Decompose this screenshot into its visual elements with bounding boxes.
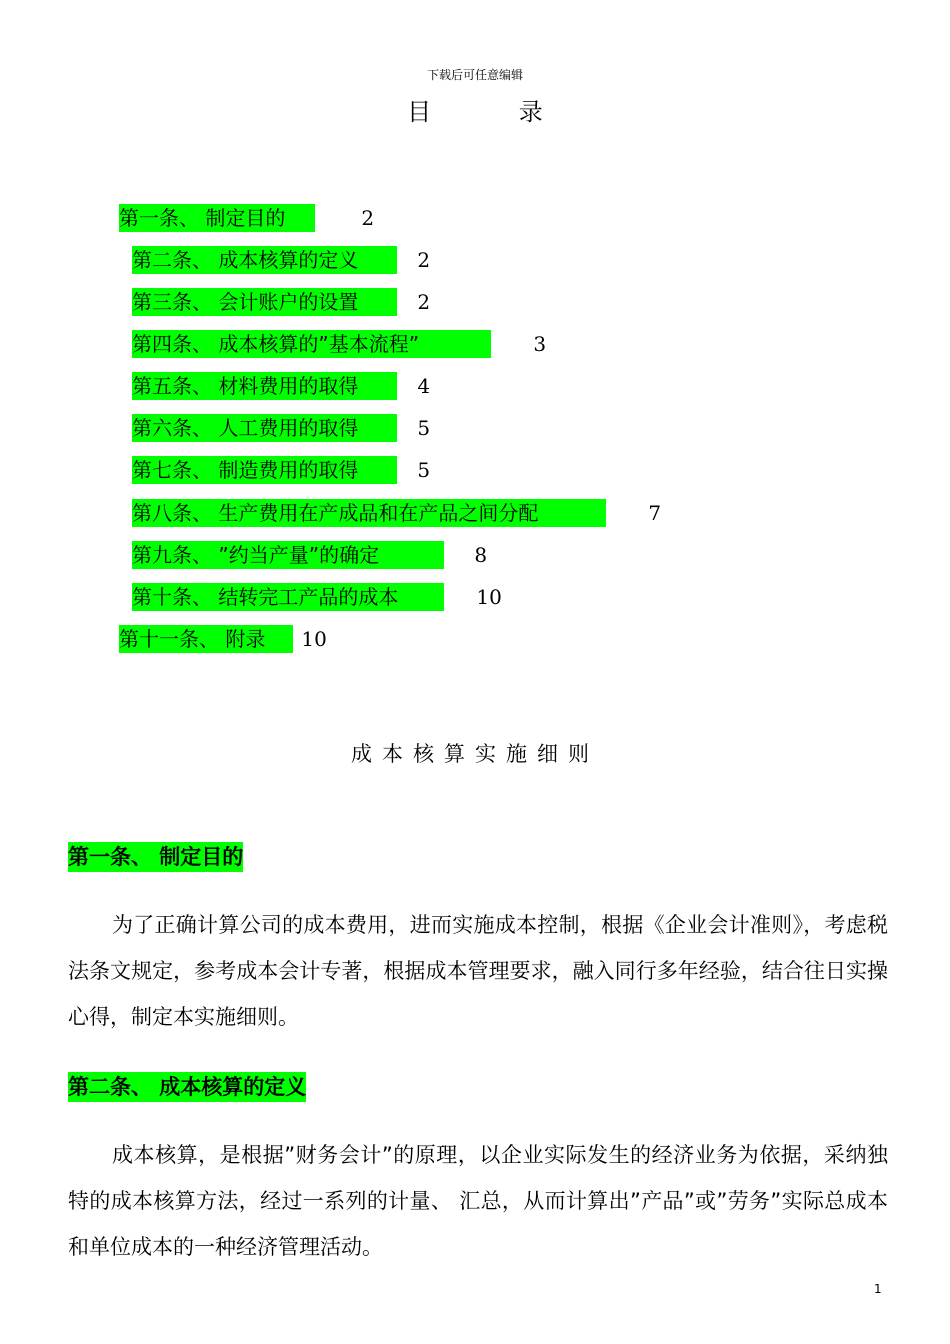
toc-item-page: 4 — [417, 374, 431, 398]
header-note: 下载后可任意编辑 — [426, 68, 523, 82]
toc-item[interactable] — [132, 583, 502, 611]
toc-item[interactable] — [119, 625, 327, 653]
toc-item[interactable] — [132, 541, 487, 569]
toc-item-page: 8 — [474, 543, 488, 567]
section-body — [68, 902, 888, 1040]
toc-item[interactable] — [132, 456, 430, 484]
toc-item-page: 2 — [417, 248, 431, 272]
toc-item-label: 第八条、 生产费用在产成品和在产品之间分配 — [132, 499, 606, 527]
section-paragraph: 成本核算，是根据”财务会计”的原理，以企业实际发生的经济业务为依据，采纳独特的成本核算方法，经过一系列的计量、 汇总，从而计算出”产品”或”劳务”实际总成本和单位成本的一种经济管理活动。 — [68, 1143, 888, 1259]
toc-item-label: 第十条、 结转完工产品的成本 — [132, 583, 444, 611]
toc-item-label: 第九条、 ”约当产量”的确定 — [132, 541, 444, 569]
toc-item[interactable] — [132, 330, 546, 358]
toc-item-label: 第十一条、 附录 — [119, 625, 293, 653]
toc-item-page: 2 — [361, 206, 375, 230]
toc-item-label: 第二条、 成本核算的定义 — [132, 246, 397, 274]
toc-item[interactable] — [119, 204, 374, 232]
section-heading: 第一条、 制定目的 — [68, 842, 243, 872]
section-body — [68, 1132, 888, 1270]
toc-item[interactable] — [132, 372, 430, 400]
document-title: 成本核算实施细则 — [351, 742, 599, 766]
toc-item-label: 第三条、 会计账户的设置 — [132, 288, 397, 316]
toc-item-page: 10 — [476, 585, 502, 609]
toc-item[interactable] — [132, 246, 430, 274]
toc-title: 目 录 — [407, 98, 583, 126]
section-heading: 第二条、 成本核算的定义 — [68, 1072, 306, 1102]
toc-item-page: 2 — [417, 290, 431, 314]
toc-item-label: 第七条、 制造费用的取得 — [132, 456, 397, 484]
toc-item[interactable] — [132, 499, 661, 527]
page-number: 1 — [874, 1282, 882, 1296]
section-paragraph: 为了正确计算公司的成本费用，进而实施成本控制，根据《企业会计准则》，考虑税法条文规定，参考成本会计专著，根据成本管理要求，融入同行多年经验，结合往日实操心得，制定本实施细则。 — [68, 913, 888, 1029]
toc-item-page: 5 — [417, 458, 431, 482]
toc-item-page: 7 — [648, 501, 662, 525]
toc-item[interactable] — [132, 288, 430, 316]
toc-item-page: 5 — [417, 416, 431, 440]
toc-item-label: 第四条、 成本核算的”基本流程” — [132, 330, 491, 358]
toc-item-label: 第五条、 材料费用的取得 — [132, 372, 397, 400]
toc-item-page: 10 — [301, 627, 327, 651]
toc-item-label: 第一条、 制定目的 — [119, 204, 315, 232]
toc-item[interactable] — [132, 414, 430, 442]
toc-item-label: 第六条、 人工费用的取得 — [132, 414, 397, 442]
toc-item-page: 3 — [533, 332, 547, 356]
